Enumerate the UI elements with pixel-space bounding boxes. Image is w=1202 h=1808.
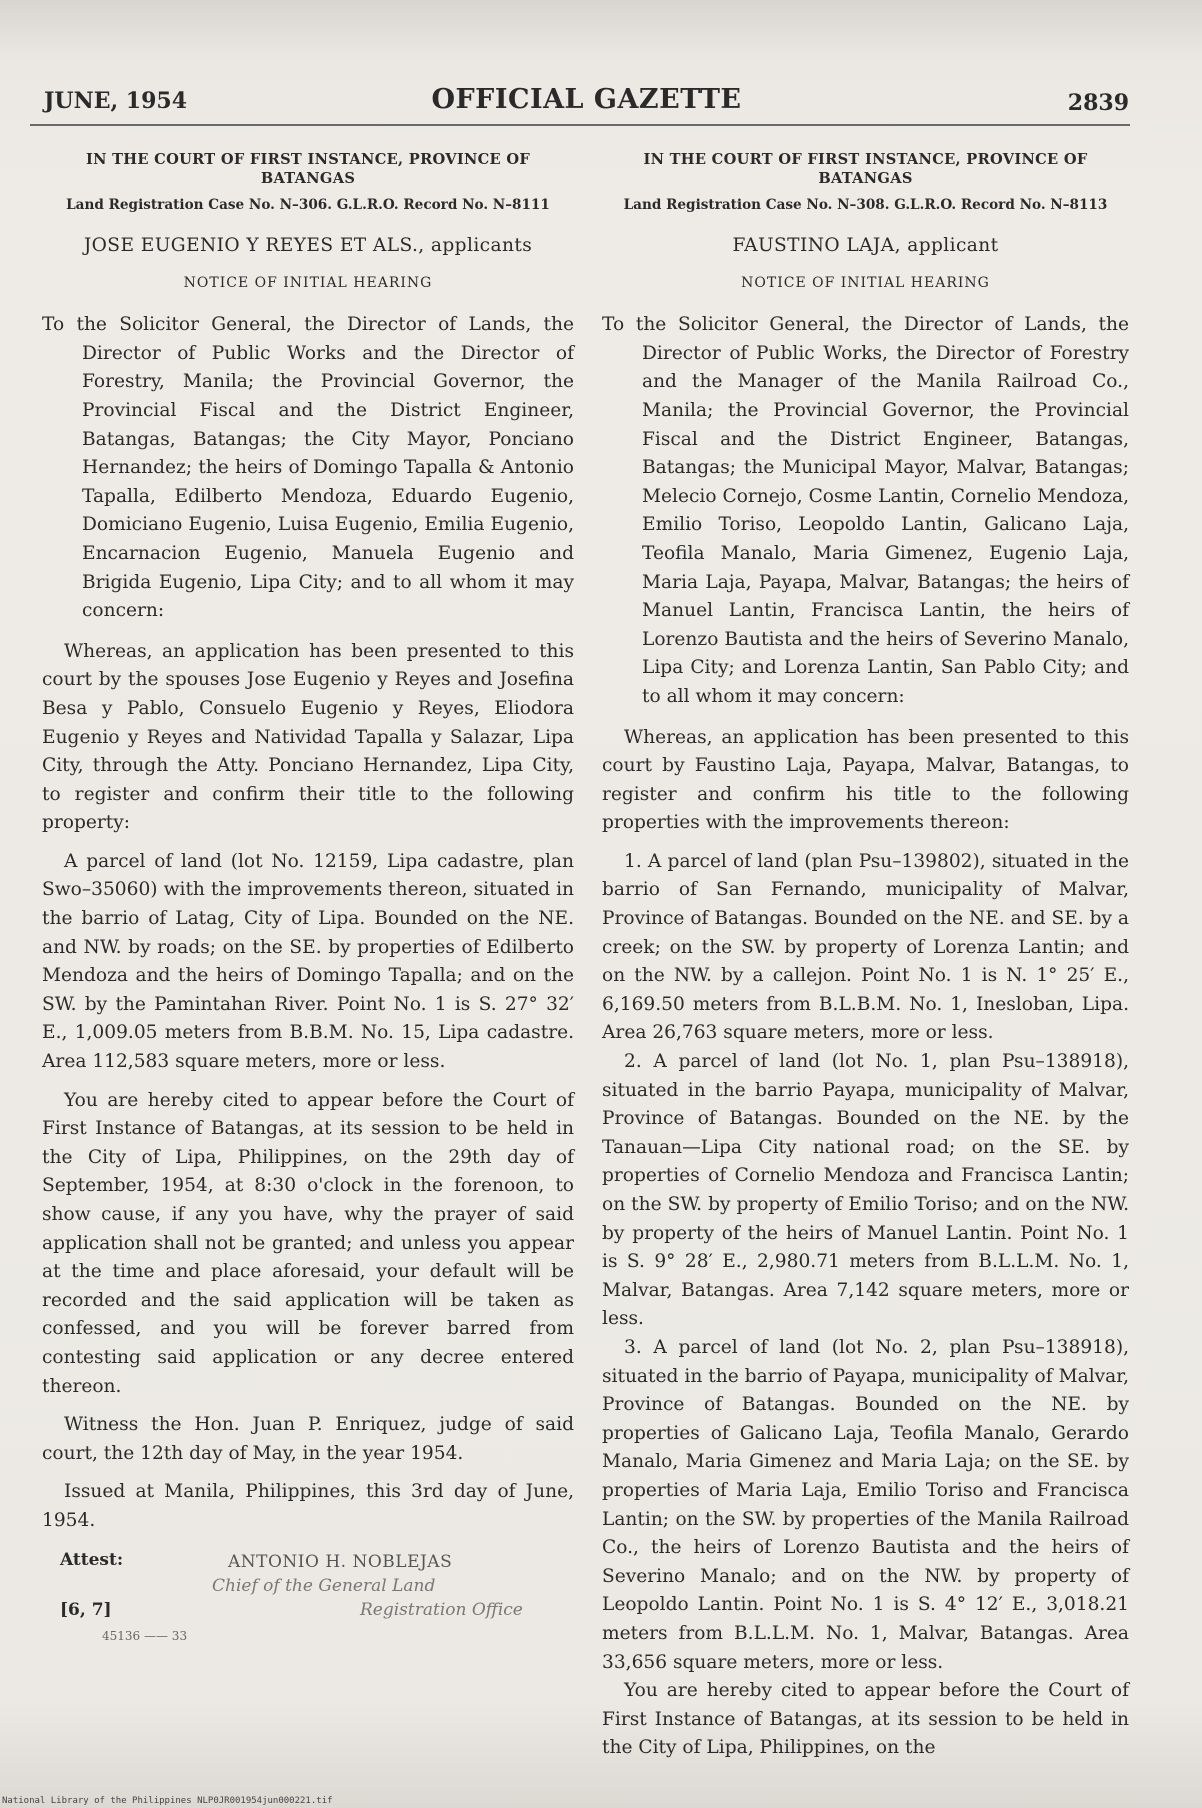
parcel-item-1: 1. A parcel of land (plan Psu–139802), situated in the barrio of San Fernando, municipality of Malvar, Province of Batangas. Bounded on the NE. and SE. by a creek; on the SW. by property of Lorenza Lantin; and on the NW. by a callejon. Point No. 1 is N. 1° 25′ E., 6,169.50 meters from B.L.B.M. No. 1, Inesloban, Lipa. Area 26,763 square meters, more or less. (602, 850, 1130, 1044)
header-date: JUNE, 1954 (44, 88, 188, 114)
whereas-paragraph: Whereas, an application has been presented to this court by Faustino Laja, Payapa, Malvar, Batangas, to register and confirm his title to the following properties with the improvements thereon: (602, 726, 1129, 834)
court-heading: IN THE COURT OF FIRST INSTANCE, PROVINCE OF BATANGAS (85, 151, 531, 187)
left-column-notice (42, 150, 574, 1668)
print-code: 45136 —— 33 (102, 1628, 188, 1643)
attest-name: ANTONIO H. NOBLEJAS (228, 1551, 453, 1572)
court-heading: IN THE COURT OF FIRST INSTANCE, PROVINCE OF BATANGAS (643, 151, 1088, 187)
parcel-item-2: 2. A parcel of land (lot No. 1, plan Psu–138918), situated in the barrio Payapa, municipality of Malvar, Province of Batangas. Bounded on the NE. by the Tanauan—Lipa City national road; on the SE. by properties of Cornelio Mendoza and Francisca Lantin; on the SW. by property of Emilio Toriso; and on the NW. by property of the heirs of Manuel Lantin. Point No. 1 is S. 9° 28′ E., 2,980.71 meters from B.L.L.M. No. 1, Malvar, Batangas. Area 7,142 square meters, more or less. (602, 1051, 1129, 1330)
case-number: Land Registration Case No. N–308. G.L.R.O. Record No. N–8113 (623, 197, 1108, 213)
whereas-paragraph: Whereas, an application has been presented to this court by the spouses Jose Eugenio y Reyes and Josefina Besa y Pablo, Consuelo Eugenio y Reyes, Eliodora Eugenio y Reyes and Natividad Tapalla y Salazar, Lipa City, through the Atty. Ponciano Hernandez, Lipa City, to register and confirm their title to the following property: (42, 640, 574, 834)
parcel-item-3: 3. A parcel of land (lot No. 2, plan Psu–138918), situated in the barrio of Payapa, municipality of Malvar, Province of Batangas. Bounded on the NE. by properties of Galicano Laja, Teofila Manalo, Gerardo Manalo, Maria Gimenez and Maria Laja; on the SE. by properties of Maria Laja, Emilio Toriso and Francisca Lantin; on the SW. by properties of the Manila Railroad Co., the heirs of Lorenzo Bautista and the heirs of Severino Manalo; and on the NW. by property of Leopoldo Lantin. Point No. 1 is S. 4° 12′ E., 3,018.21 meters from B.L.L.M. No. 1, Malvar, Batangas. Area 33,656 square meters, more or less. (602, 1336, 1129, 1673)
address-paragraph: To the Solicitor General, the Director of Lands, the Director of Public Works, the Director of Forestry and the Manager of the Manila Railroad Co., Manila; the Provincial Governor, the Provincial Fiscal and the District Engineer, Batangas, Batangas; the Municipal Mayor, Malvar, Batangas; Melecio Cornejo, Cosme Lantin, Cornelio Mendoza, Emilio Toriso, Leopoldo Lantin, Galicano Laja, Teofila Manalo, Maria Gimenez, Eugenio Laja, Maria Laja, Payapa, Malvar, Batangas; the heirs of Manuel Lantin, Francisca Lantin, the heirs of Lorenzo Bautista and the heirs of Severino Manalo, Lipa City; and Lorenza Lantin, San Pablo City; and to all whom it may concern: (602, 314, 1129, 707)
notice-title: NOTICE OF INITIAL HEARING (183, 274, 433, 291)
applicant-line: FAUSTINO LAJA, applicant (732, 235, 999, 256)
scan-footer: National Library of the Philippines NLP0JR001954jun000221.tif (2, 1796, 333, 1806)
notice-title: NOTICE OF INITIAL HEARING (741, 274, 990, 291)
attest-title-line1: Chief of the General Land (212, 1575, 436, 1596)
parcel-paragraph: A parcel of land (lot No. 12159, Lipa cadastre, plan Swo–35060) with the improvements thereon, situated in the barrio of Latag, City of Lipa. Bounded on the NE. and NW. by roads; on the SE. by properties of Edilberto Mendoza and the heirs of Domingo Tapalla; and on the SW. by the Pamintahan River. Point No. 1 is S. 27° 32′ E., 1,009.05 meters from B.B.M. No. 15, Lipa cadastre. Area 112,583 square meters, more or less. (42, 850, 574, 1073)
issue-reference: [6, 7] (60, 1599, 112, 1620)
address-paragraph: To the Solicitor General, the Director of Lands, the Director of Public Works and the Director of Forestry, Manila; the Provincial Governor, the Provincial Fiscal and the District Engineer, Batangas, Batangas; the City Mayor, Ponciano Hernandez; the heirs of Domingo Tapalla & Antonio Tapalla, Edilberto Mendoza, Eduardo Eugenio, Domiciano Eugenio, Luisa Eugenio, Emilia Eugenio, Encarnacion Eugenio, Manuela Eugenio and Brigida Eugenio, Lipa City; and to all whom it may concern: (42, 314, 574, 622)
citation-paragraph: You are hereby cited to appear before the Court of First Instance of Batangas, at its session to be held in the City of Lipa, Philippines, on the (602, 1680, 1129, 1759)
right-column-notice (602, 150, 1129, 1763)
citation-paragraph: You are hereby cited to appear before the Court of First Instance of Batangas, at its session to be held in the City of Lipa, Philippines, on the 29th day of September, 1954, at 8:30 o'clock in the forenoon, to show cause, if any you have, why the prayer of said application shall not be granted; and unless you appear at the time and place aforesaid, your default will be recorded and the said application will be taken as confessed, and you will be forever barred from contesting said application or any decree entered thereon. (42, 1089, 574, 1397)
header-rule (30, 124, 1130, 126)
page-header (44, 82, 1129, 122)
case-number: Land Registration Case No. N–306. G.L.R.O. Record No. N–8111 (66, 197, 550, 213)
attest-title-line2: Registration Office (360, 1599, 523, 1620)
header-page-number: 2839 (1067, 90, 1129, 116)
applicant-line: JOSE EUGENIO Y REYES ET ALS., applicants (83, 235, 533, 256)
header-title: OFFICIAL GAZETTE (431, 84, 742, 115)
attestation-block (42, 1548, 574, 1668)
witness-paragraph: Witness the Hon. Juan P. Enriquez, judge of said court, the 12th day of May, in the year 1954. (42, 1414, 574, 1464)
attest-label: Attest: (60, 1549, 124, 1570)
issued-paragraph: Issued at Manila, Philippines, this 3rd day of June, 1954. (42, 1481, 574, 1531)
